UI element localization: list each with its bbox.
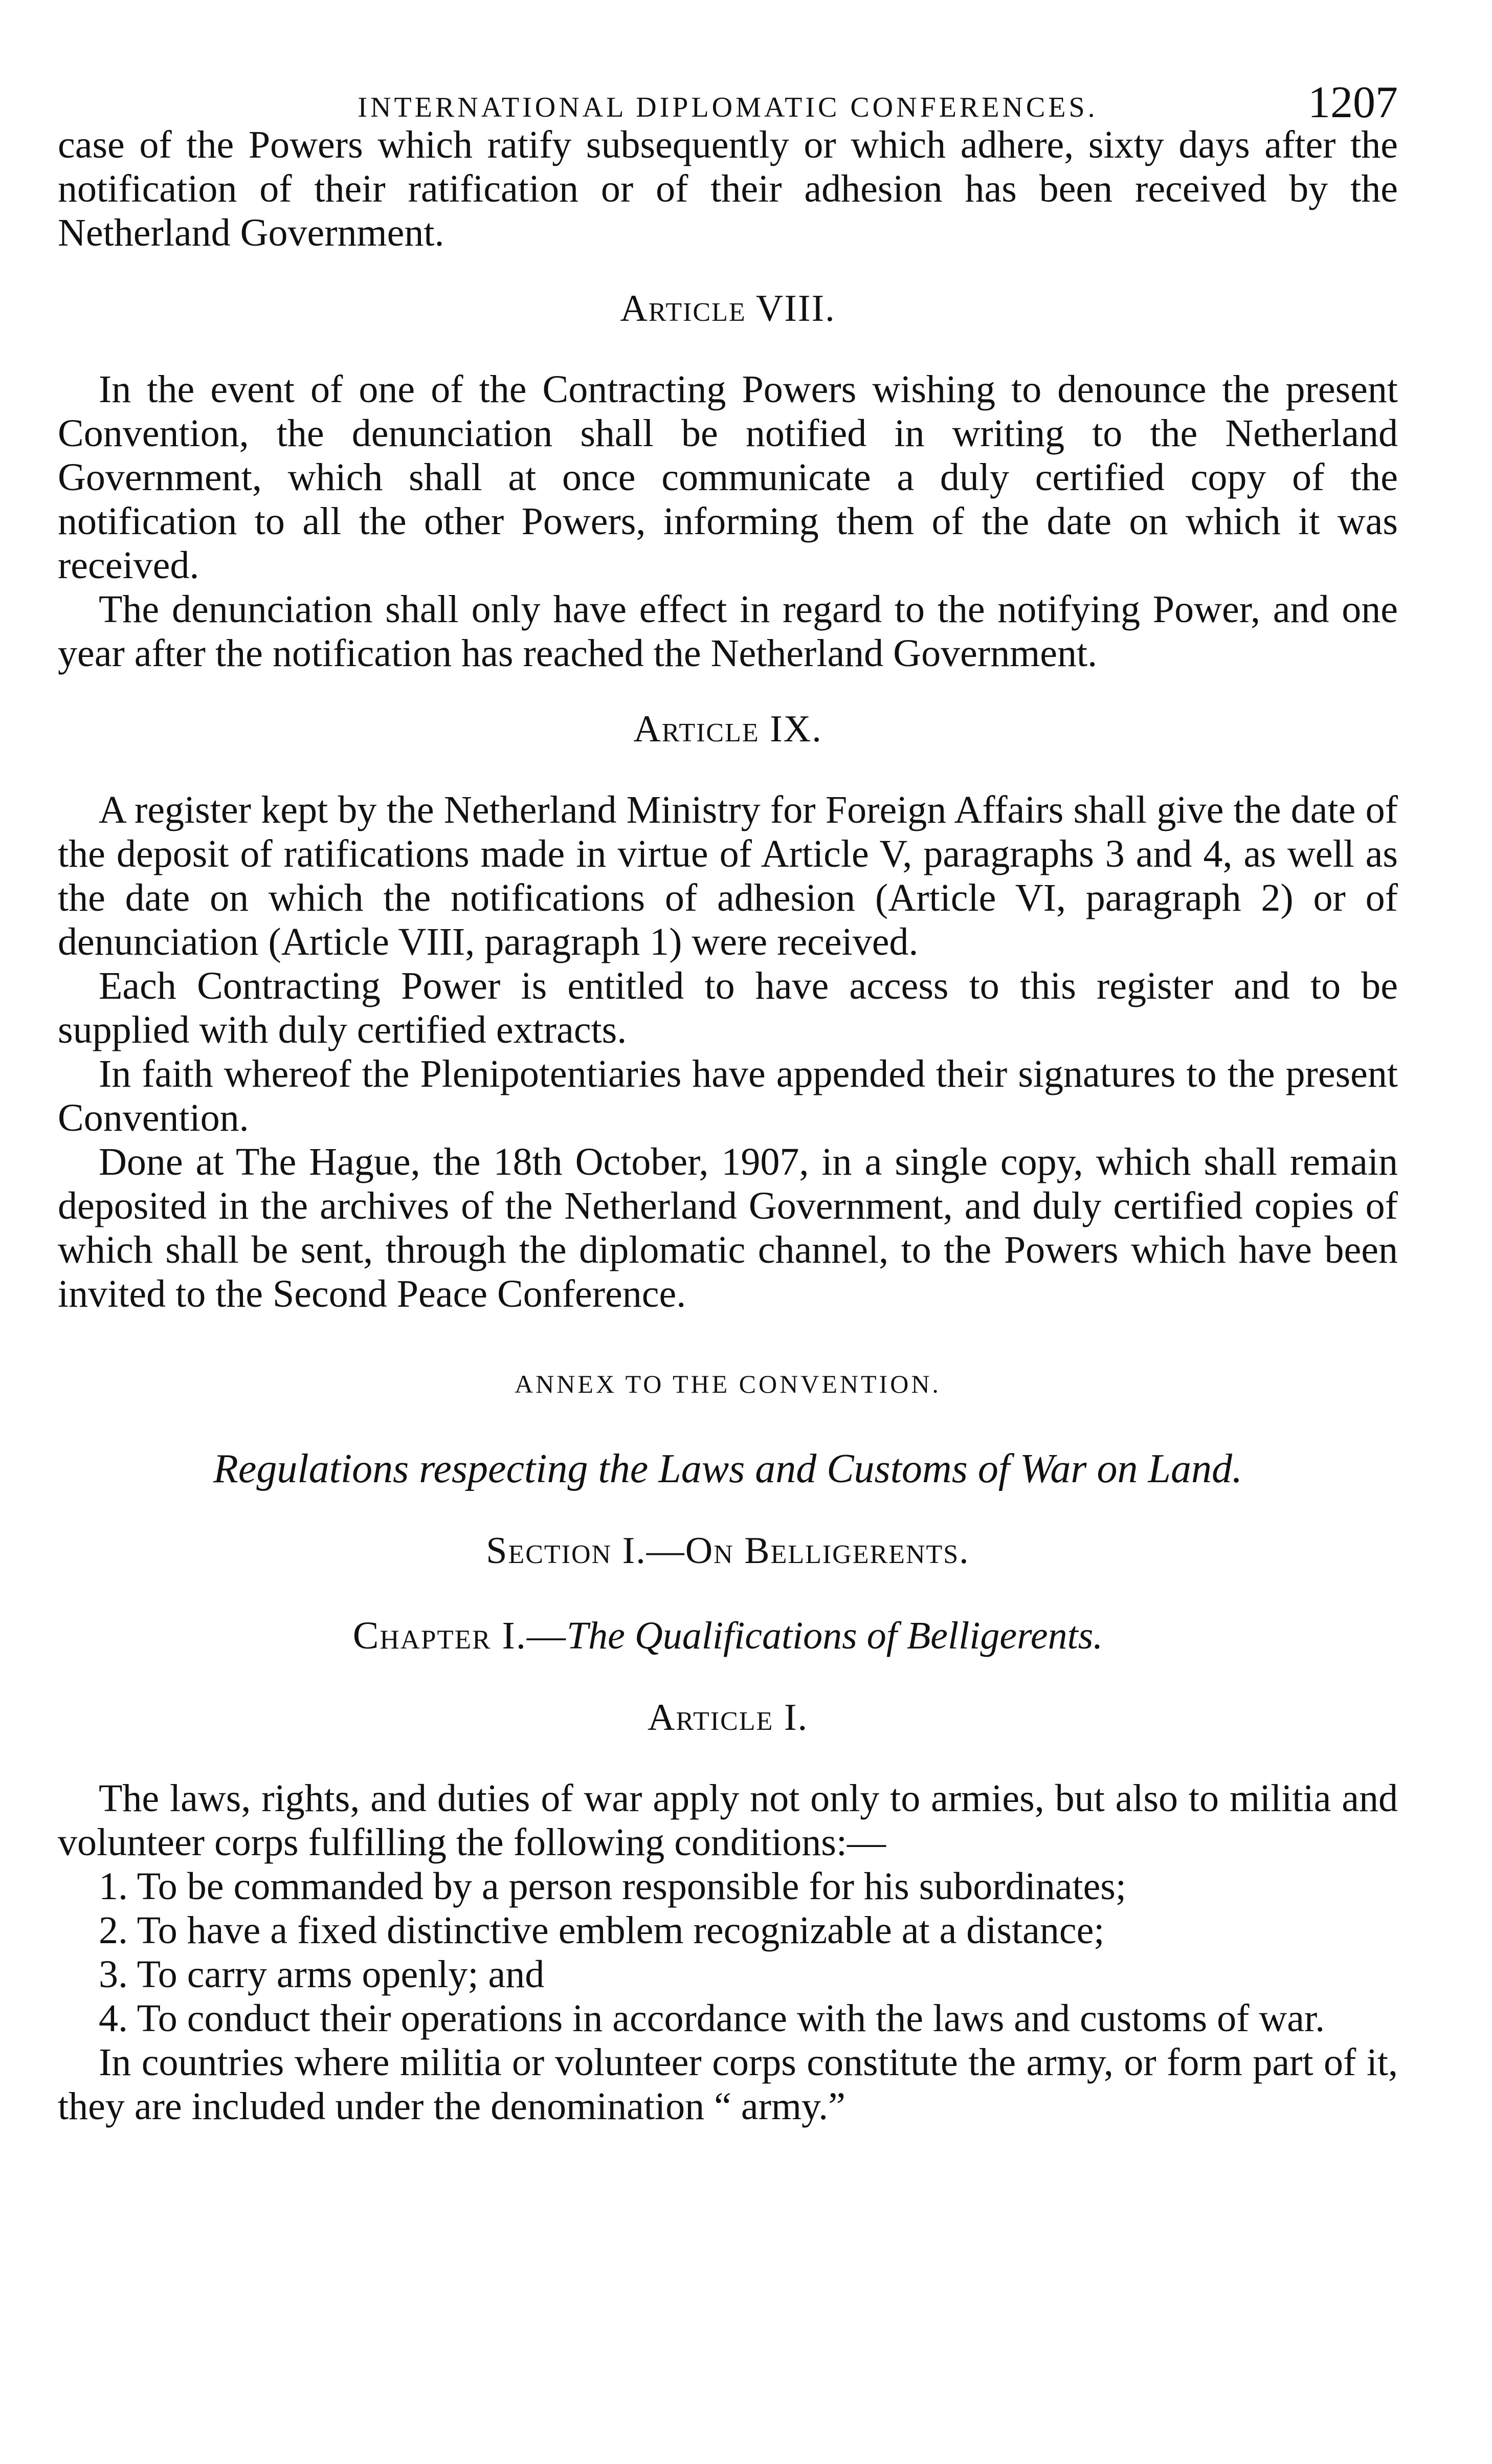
article-ix-paragraph-4: Done at The Hague, the 18th October, 1907, in a single copy, which shall remain deposited in the archives of the Netherland Government, and duly certified copies of which shall be sent, through the diplomatic channel, to the Powers which have been invited to the Second Peace Conference. (58, 1140, 1398, 1315)
article-viii-heading: Article VIII. (620, 288, 836, 329)
condition-item-2: 2. To have a fixed distinctive emblem recognizable at a distance; (99, 1909, 1105, 1952)
article-ix-paragraph-2: Each Contracting Power is entitled to have access to this register and to be supplied with duly certified extracts. (58, 964, 1398, 1051)
chapter-title (58, 1614, 1398, 1658)
section-title: Section I.—On Belligerents. (486, 1530, 970, 1572)
article-ix-paragraph-1: A register kept by the Netherland Ministry for Foreign Affairs shall give the date of the deposit of ratifications made in virtue of Article V, paragraphs 3 and 4, as well as the date on which the notifications of adhesion (Article VI, paragraph 2) or of denunciation (Article VIII, paragraph 1) were received. (58, 788, 1398, 963)
article-i-closing: In countries where militia or volunteer corps constitute the army, or form part of it, they are included under the denomination “ army.” (58, 2041, 1398, 2128)
article-viii-paragraph-2: The denunciation shall only have effect in regard to the notifying Power, and one year after the notification has reached the Netherland Government. (58, 588, 1398, 675)
document-page (58, 67, 1398, 2128)
chapter-label: Chapter I.— (352, 1614, 567, 1657)
condition-item-4: 4. To conduct their operations in accordance with the laws and customs of war. (99, 1997, 1325, 2040)
article-viii-paragraph-1: In the event of one of the Contracting Powers wishing to denounce the present Convention, the denunciation shall be notified in writing to the Netherland Government, which shall at once communicate a duly certified copy of the notification to all the other Powers, informing them of the date on which it was received. (58, 368, 1398, 587)
annex-title: ANNEX TO THE CONVENTION. (515, 1370, 941, 1398)
article-i-intro: The laws, rights, and duties of war apply not only to armies, but also to militia and volunteer corps fulfilling the following conditions:— (58, 1777, 1398, 1864)
chapter-subtitle: The Qualifications of Belligerents. (566, 1614, 1103, 1657)
running-title: INTERNATIONAL DIPLOMATIC CONFERENCES. (358, 92, 1098, 123)
condition-item-3: 3. To carry arms openly; and (99, 1953, 545, 1996)
page-number: 1207 (1308, 78, 1398, 127)
article-ix-heading: Article IX. (633, 708, 822, 750)
document-body (58, 123, 1398, 2128)
regulations-title: Regulations respecting the Laws and Customs of War on Land. (213, 1446, 1242, 1491)
continuation-paragraph: case of the Powers which ratify subsequently or which adhere, sixty days after the notification of their ratification or of their adhesion has been received by the Netherland Government. (58, 123, 1398, 254)
running-header (58, 67, 1398, 127)
condition-item-1: 1. To be commanded by a person responsible for his subordinates; (99, 1865, 1126, 1908)
article-ix-paragraph-3: In faith whereof the Plenipotentiaries have appended their signatures to the present Convention. (58, 1052, 1398, 1139)
article-i-heading: Article I. (648, 1697, 808, 1739)
